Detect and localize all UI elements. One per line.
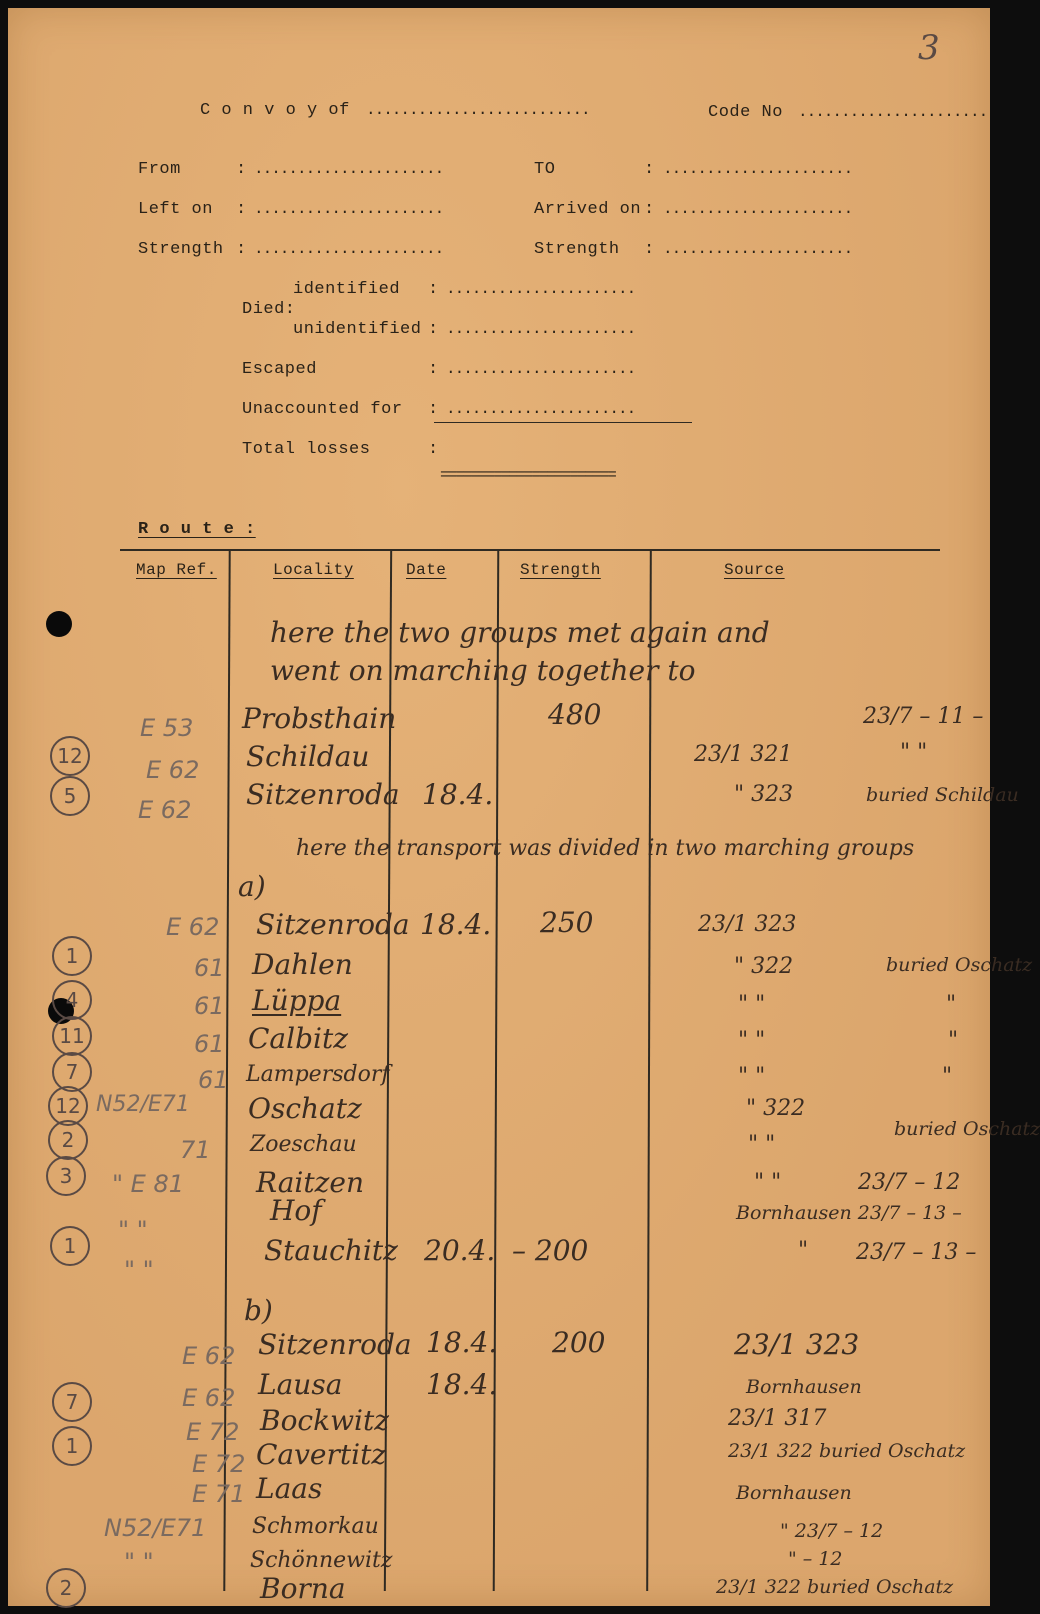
note-groups-met-line2: went on marching together to bbox=[270, 654, 696, 687]
source: " bbox=[798, 1238, 809, 1263]
page-number: 3 bbox=[918, 28, 940, 68]
locality: Sitzenroda bbox=[258, 1328, 412, 1361]
locality: Stauchitz bbox=[264, 1234, 398, 1267]
locality: Lausa bbox=[258, 1368, 343, 1401]
map-ref: E 72 bbox=[192, 1450, 246, 1478]
source-note: " " bbox=[900, 740, 928, 765]
total-losses-rule: ======================= bbox=[440, 466, 615, 484]
date: 20.4. bbox=[424, 1234, 496, 1267]
unaccounted-field: ...................... bbox=[446, 400, 636, 418]
circled-number: 2 bbox=[48, 1120, 88, 1160]
map-ref: N52/E71 bbox=[104, 1514, 207, 1542]
circled-number: 7 bbox=[52, 1052, 92, 1092]
circled-number: 12 bbox=[50, 736, 90, 776]
locality: Cavertitz bbox=[256, 1438, 387, 1471]
circled-number: 1 bbox=[52, 936, 92, 976]
code-label: Code No bbox=[708, 103, 783, 122]
map-ref: E 72 bbox=[186, 1418, 240, 1446]
source: 23/1 323 bbox=[698, 912, 797, 937]
note-transport-divided: here the transport was divided in two marching groups bbox=[296, 836, 915, 861]
header-locality: Locality bbox=[273, 561, 354, 579]
source: " 322 bbox=[734, 954, 794, 979]
group-a-label: a) bbox=[238, 870, 266, 903]
locality: Calbitz bbox=[248, 1022, 348, 1055]
identified-label: identified bbox=[293, 280, 401, 299]
map-ref: E 53 bbox=[140, 714, 194, 742]
source-note: buried Oschatz bbox=[886, 954, 1033, 976]
map-ref: 71 bbox=[180, 1136, 211, 1164]
map-ref: 61 bbox=[194, 992, 225, 1020]
died-label: Died: bbox=[242, 300, 296, 319]
source-note: buried Oschatz bbox=[894, 1118, 1040, 1140]
map-ref: E 62 bbox=[166, 913, 220, 941]
source: " 322 bbox=[746, 1096, 806, 1121]
locality: Sitzenroda bbox=[246, 778, 400, 811]
source: Bornhausen bbox=[746, 1376, 862, 1398]
strength-to-label: Strength bbox=[534, 240, 620, 259]
source: " " bbox=[754, 1170, 782, 1195]
map-ref: 61 bbox=[194, 1030, 225, 1058]
strength-to-colon: : bbox=[644, 240, 655, 259]
circled-number: 11 bbox=[52, 1016, 92, 1056]
left-on-field: ...................... bbox=[254, 200, 444, 218]
source: " " bbox=[738, 1028, 766, 1053]
map-ref: " " bbox=[118, 1216, 148, 1244]
identified-field: ...................... bbox=[446, 280, 636, 298]
circled-number: 1 bbox=[50, 1226, 90, 1266]
unidentified-field: ...................... bbox=[446, 320, 636, 338]
source: 23/1 323 bbox=[734, 1328, 860, 1361]
circled-number: 1 bbox=[52, 1426, 92, 1466]
unaccounted-label: Unaccounted for bbox=[242, 400, 403, 419]
header-source: Source bbox=[724, 561, 785, 579]
circled-number: 3 bbox=[46, 1156, 86, 1196]
circled-number: 4 bbox=[52, 980, 92, 1020]
column-divider-3 bbox=[493, 551, 500, 1591]
locality: Bockwitz bbox=[260, 1404, 390, 1437]
header-map-ref: Map Ref. bbox=[136, 561, 217, 579]
to-colon: : bbox=[644, 160, 655, 179]
circled-number: 12 bbox=[48, 1086, 88, 1126]
arrived-on-colon: : bbox=[644, 200, 655, 219]
locality: Lampersdorf bbox=[246, 1062, 390, 1087]
strength-from-colon: : bbox=[236, 240, 247, 259]
document-sheet bbox=[8, 8, 1040, 1606]
map-ref: 61 bbox=[194, 954, 225, 982]
unidentified-colon: : bbox=[428, 320, 439, 339]
convoy-label: C o n v o y of bbox=[200, 101, 350, 120]
source-note: 23/7 – 12 bbox=[858, 1170, 961, 1195]
locality: Schmorkau bbox=[252, 1514, 379, 1539]
strength: 250 bbox=[540, 906, 594, 939]
locality: Raitzen bbox=[256, 1166, 364, 1199]
code-field: ...................... bbox=[798, 103, 988, 121]
strength-from-field: ...................... bbox=[254, 240, 444, 258]
source: " – 12 bbox=[788, 1548, 843, 1570]
locality: Probsthain bbox=[242, 702, 397, 735]
circled-number: 5 bbox=[50, 776, 90, 816]
to-field: ...................... bbox=[663, 160, 853, 178]
locality: Sitzenroda bbox=[256, 908, 410, 941]
note-groups-met-line1: here the two groups met again and bbox=[270, 616, 770, 649]
strength: 200 bbox=[552, 1326, 606, 1359]
source: 23/1 322 buried Oschatz bbox=[728, 1440, 966, 1462]
route-table-top-rule bbox=[120, 549, 940, 551]
locality: Schönnewitz bbox=[250, 1548, 393, 1573]
strength-to-field: ...................... bbox=[663, 240, 853, 258]
map-ref: E 62 bbox=[182, 1342, 236, 1370]
locality: Dahlen bbox=[252, 948, 353, 981]
strength-from-label: Strength bbox=[138, 240, 224, 259]
date: 18.4. bbox=[426, 1326, 498, 1359]
source-note: " bbox=[942, 1064, 953, 1089]
total-losses-label: Total losses bbox=[242, 440, 371, 459]
map-ref: E 62 bbox=[146, 756, 200, 784]
from-label: From bbox=[138, 160, 181, 179]
source: " 323 bbox=[734, 782, 794, 807]
source: 23/1 321 bbox=[694, 742, 793, 767]
group-b-label: b) bbox=[244, 1294, 273, 1327]
map-ref: " E 81 bbox=[112, 1170, 184, 1198]
map-ref: " " bbox=[124, 1548, 154, 1576]
date: 18.4. bbox=[422, 778, 494, 811]
source: " " bbox=[748, 1132, 776, 1157]
source-note: " bbox=[948, 1028, 959, 1053]
source: 23/1 317 bbox=[728, 1406, 827, 1431]
locality: Oschatz bbox=[248, 1092, 362, 1125]
left-on-label: Left on bbox=[138, 200, 213, 219]
map-ref: E 62 bbox=[182, 1384, 236, 1412]
locality: Schildau bbox=[246, 740, 370, 773]
source: " " bbox=[738, 992, 766, 1017]
header-strength: Strength bbox=[520, 561, 601, 579]
escaped-colon: : bbox=[428, 360, 439, 379]
map-ref: E 62 bbox=[138, 796, 192, 824]
identified-colon: : bbox=[428, 280, 439, 299]
punch-hole bbox=[46, 611, 72, 637]
circled-number: 7 bbox=[52, 1382, 92, 1422]
source: Bornhausen 23/7 – 13 – bbox=[736, 1202, 962, 1224]
source: " 23/7 – 12 bbox=[780, 1520, 884, 1542]
escaped-field: ...................... bbox=[446, 360, 636, 378]
locality: Zoeschau bbox=[250, 1132, 357, 1157]
source-note: " bbox=[946, 992, 957, 1017]
route-title: R o u t e : bbox=[138, 520, 256, 539]
unaccounted-colon: : bbox=[428, 400, 439, 419]
arrived-on-field: ...................... bbox=[663, 200, 853, 218]
map-ref: 61 bbox=[198, 1066, 229, 1094]
strength: – 200 bbox=[512, 1234, 589, 1267]
total-losses-colon: : bbox=[428, 440, 439, 459]
date: 18.4. bbox=[426, 1368, 498, 1401]
unidentified-label: unidentified bbox=[293, 320, 422, 339]
to-label: TO bbox=[534, 160, 556, 179]
source-note: 23/7 – 11 – bbox=[863, 704, 984, 729]
locality: Borna bbox=[260, 1572, 346, 1605]
left-on-colon: : bbox=[236, 200, 247, 219]
map-ref: E 71 bbox=[192, 1480, 246, 1508]
from-colon: : bbox=[236, 160, 247, 179]
source: 23/1 322 buried Oschatz bbox=[716, 1576, 954, 1598]
arrived-on-label: Arrived on bbox=[534, 200, 642, 219]
source-note: 23/7 – 13 – bbox=[856, 1240, 977, 1265]
locality: Lüppa bbox=[252, 984, 342, 1017]
date: 18.4. bbox=[420, 908, 492, 941]
source: " " bbox=[738, 1064, 766, 1089]
source: Bornhausen bbox=[736, 1482, 852, 1504]
convoy-field: .......................... bbox=[366, 101, 590, 119]
map-ref: " " bbox=[124, 1256, 154, 1284]
circled-number: 2 bbox=[46, 1568, 86, 1608]
locality: Hof bbox=[270, 1194, 322, 1227]
source-note: buried Schildau bbox=[866, 784, 1019, 806]
strength: 480 bbox=[548, 698, 602, 731]
column-divider-4 bbox=[646, 551, 652, 1591]
locality: Laas bbox=[256, 1472, 323, 1505]
map-ref: N52/E71 bbox=[96, 1092, 190, 1117]
from-field: ...................... bbox=[254, 160, 444, 178]
header-date: Date bbox=[406, 561, 447, 579]
escaped-label: Escaped bbox=[242, 360, 317, 379]
unaccounted-underline bbox=[434, 422, 692, 423]
